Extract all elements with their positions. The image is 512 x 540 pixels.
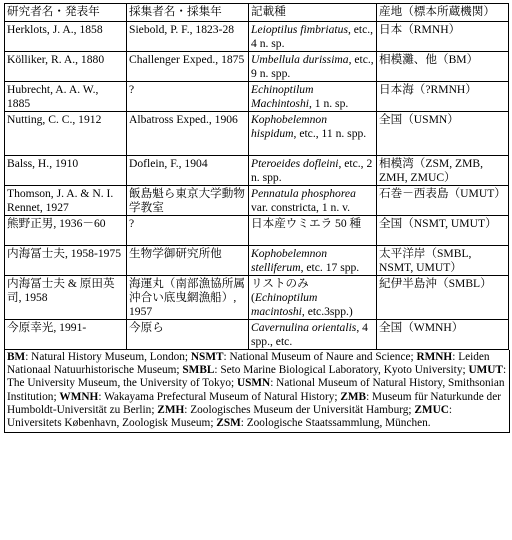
pennatulacea-research-history-table [4, 3, 509, 350]
cell-species [249, 82, 377, 112]
cell-collector: Doflein, F., 1904 [127, 156, 249, 186]
species-name: Umbellula durissima [251, 53, 349, 66]
cell-researcher: 熊野正男, 1936－60 [5, 216, 127, 246]
abbreviation-definition: : Leiden Nationaal Natuurhistorische Museum; [7, 351, 490, 377]
cell-researcher: 今原幸光, 1991- [5, 320, 127, 350]
abbreviation-definition: : National Museum of Natural History, Smithsonian Institution; [7, 377, 505, 403]
table-header-row [5, 4, 509, 22]
cell-species [249, 216, 377, 246]
species-detail: , 4 spp., etc. [251, 321, 368, 348]
species-detail: , etc., 4 n. sp. [251, 23, 374, 50]
cell-locality: 全国（NSMT, UMUT） [377, 216, 509, 246]
cell-locality: 紀伊半島沖（SMBL） [377, 276, 509, 320]
abbreviation-code: ZMB [340, 390, 367, 403]
cell-species [249, 246, 377, 276]
abbreviation-code: SMBL [182, 364, 215, 377]
cell-species [249, 52, 377, 82]
abbreviation-definition: : Universitets København, Zoologisk Museum; [7, 403, 453, 430]
cell-researcher: 内海冨士夫, 1958-1975 [5, 246, 127, 276]
cell-locality: 全国（WMNH） [377, 320, 509, 350]
abbreviation-definition: : Zoologisches Museum der Universität Hamburg; [184, 403, 415, 416]
cell-collector: Siebold, P. F., 1823-28 [127, 22, 249, 52]
abbreviation-code: BM [7, 351, 26, 363]
cell-researcher: Herklots, J. A., 1858 [5, 22, 127, 52]
table-row [5, 52, 509, 82]
cell-collector: ? [127, 216, 249, 246]
cell-locality: 石巻－西表島（UMUT） [377, 186, 509, 216]
cell-locality: 日本（RMNH） [377, 22, 509, 52]
species-detail: , etc., 2 n. spp. [251, 157, 373, 184]
species-name: Pteroeides dofleini [251, 157, 339, 170]
cell-species [249, 22, 377, 52]
table-row [5, 22, 509, 52]
cell-locality: 相模灘、他（BM） [377, 52, 509, 82]
species-detail: 日本産ウミエラ 50 種 [251, 217, 362, 230]
abbreviation-code: WMNH [59, 390, 99, 403]
abbreviation-code: NSMT [190, 351, 224, 363]
species-name: Leioptilus fimbriatus [251, 23, 348, 36]
cell-locality: 相模湾（ZSM, ZMB, ZMH, ZMUC） [377, 156, 509, 186]
abbreviations-footnote [4, 350, 510, 433]
species-name: Cavernulina orientalis [251, 321, 357, 334]
species-detail: , etc. 17 spp. [300, 261, 360, 274]
abbreviation-definition: : The University Museum, the University of Tokyo; [7, 364, 507, 390]
cell-species [249, 156, 377, 186]
header-species: 記載種 [249, 4, 377, 22]
abbreviation-definition: : National Museum of Naure and Science; [223, 351, 417, 363]
header-researcher: 研究者名・発表年 [5, 4, 127, 22]
species-name: Kophobelemnon stelliferum [251, 247, 327, 274]
abbreviation-code: ZSM [216, 417, 241, 430]
cell-researcher: Nutting, C. C., 1912 [5, 112, 127, 156]
abbreviation-code: ZMH [157, 403, 185, 416]
cell-researcher: Balss, H., 1910 [5, 156, 127, 186]
species-name: Echinoptilum Machintoshi [251, 83, 314, 110]
table-row [5, 276, 509, 320]
species-name: Echinoptilum macintoshi [251, 291, 318, 318]
table-row [5, 186, 509, 216]
abbreviation-definition: : Natural History Museum, London; [25, 351, 191, 363]
table-row [5, 156, 509, 186]
document-page [4, 3, 508, 433]
cell-locality: 太平洋岸（SMBL, NSMT, UMUT） [377, 246, 509, 276]
table-row [5, 112, 509, 156]
species-detail: var. constricta, 1 n. v. [251, 201, 351, 214]
header-locality: 産地（標本所蔵機関） [377, 4, 509, 22]
abbreviation-code: RMNH [416, 351, 453, 363]
abbreviation-code: USMN [236, 377, 271, 390]
cell-collector: Albatross Exped., 1906 [127, 112, 249, 156]
abbreviation-definition: : Seto Marine Biological Laboratory, Kyoto University; [214, 364, 469, 377]
cell-collector: 海運丸（南部漁協所属沖合い底曳網漁船）, 1957 [127, 276, 249, 320]
species-detail: , etc.3spp.) [301, 305, 353, 318]
cell-researcher: Kölliker, R. A., 1880 [5, 52, 127, 82]
species-prefix: リストのみ ( [251, 277, 309, 304]
cell-species [249, 276, 377, 320]
cell-species [249, 186, 377, 216]
abbreviation-definition: : Wakayama Prefectural Museum of Natural History; [98, 390, 341, 403]
cell-locality: 全国（USMN） [377, 112, 509, 156]
abbreviation-definition: : Museum für Naturkunde der Humboldt-Universität zu Berlin; [7, 390, 501, 416]
abbreviation-code: UMUT [468, 364, 503, 377]
table-row [5, 216, 509, 246]
species-detail: , etc., 9 n. spp. [251, 53, 374, 80]
abbreviation-code: ZMUC [414, 403, 449, 416]
species-name: Kophobelemnon hispidum [251, 113, 327, 140]
cell-collector: 生物学御研究所他 [127, 246, 249, 276]
cell-species [249, 320, 377, 350]
cell-collector: ? [127, 82, 249, 112]
cell-researcher: 内海冨士夫 & 原田英司, 1958 [5, 276, 127, 320]
table-row [5, 320, 509, 350]
species-detail: , 1 n. sp. [308, 97, 349, 110]
cell-locality: 日本海（?RMNH） [377, 82, 509, 112]
table-row [5, 246, 509, 276]
cell-collector: 飯島魁ら東京大学動物学教室 [127, 186, 249, 216]
table-row [5, 82, 509, 112]
header-collector: 採集者名・採集年 [127, 4, 249, 22]
cell-species [249, 112, 377, 156]
species-detail: , etc., 11 n. spp. [293, 127, 367, 140]
abbreviation-definition: : Zoologische Staatssammlung, München. [240, 417, 431, 430]
species-name: Pennatula phosphorea [251, 187, 356, 200]
cell-researcher: Thomson, J. A. & N. I. Rennet, 1927 [5, 186, 127, 216]
cell-collector: Challenger Exped., 1875 [127, 52, 249, 82]
cell-researcher: Hubrecht, A. A. W., 1885 [5, 82, 127, 112]
cell-collector: 今原ら [127, 320, 249, 350]
